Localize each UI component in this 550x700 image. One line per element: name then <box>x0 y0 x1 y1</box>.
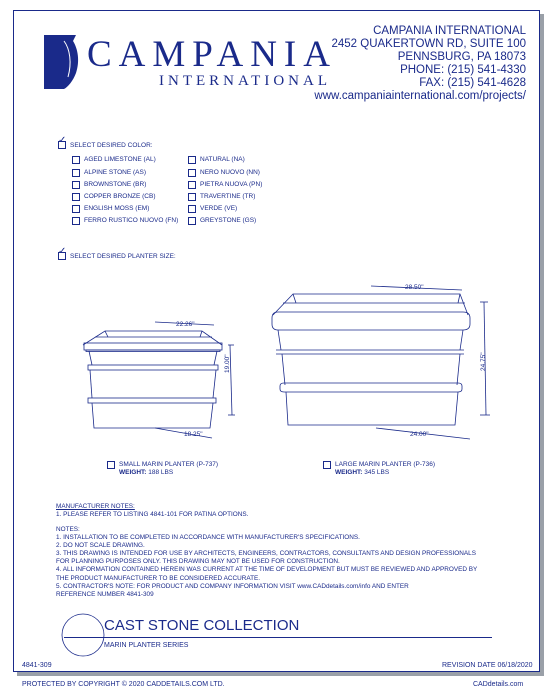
note-line: 1. INSTALLATION TO BE COMPLETED IN ACCORDANCE WITH MANUFACTURER'S SPECIFICATIONS. <box>56 534 360 542</box>
check-icon: ✓ <box>58 246 67 257</box>
note-line: 3. THIS DRAWING IS INTENDED FOR USE BY ARCHITECTS, ENGINEERS, CONTRACTORS, CONSULTANTS AND DESIGN PROFESSIONALS <box>56 550 476 558</box>
address-line: 2452 QUAKERTOWN RD, SUITE 100 <box>331 38 526 50</box>
note-line: THE PRODUCT MANUFACTURER TO BE CONSIDERED ACCURATE. <box>56 574 261 582</box>
note-line: 2. DO NOT SCALE DRAWING. <box>56 542 145 550</box>
large-width-dimension: 28.50" <box>405 284 424 291</box>
large-planter-label: LARGE MARIN PLANTER (P-736) WEIGHT: 345 LBS <box>335 461 436 476</box>
size-section-label: SELECT DESIRED PLANTER SIZE: <box>70 253 176 260</box>
small-planter-label: SMALL MARIN PLANTER (P-737) WEIGHT: 188 LBS <box>119 461 219 476</box>
logo-subtitle: INTERNATIONAL <box>159 73 331 89</box>
copyright-text: PROTECTED BY COPYRIGHT © 2020 CADDETAILS.COM LTD. <box>22 681 225 688</box>
notes-title: NOTES: <box>56 526 80 533</box>
small-width-dimension: 22.26" <box>176 321 195 328</box>
large-depth-dimension: 24.00" <box>410 431 429 438</box>
series-title: MARIN PLANTER SERIES <box>104 642 189 649</box>
manufacturer-notes <box>56 503 248 519</box>
small-height-dimension: 19.00" <box>224 354 231 373</box>
fax: FAX: (215) 541-4628 <box>419 77 526 89</box>
small-depth-dimension: 18.25" <box>184 431 203 438</box>
general-notes <box>56 526 477 599</box>
reference-number: 4841-309 <box>22 662 52 669</box>
caddetails-link[interactable]: CADdetails.com <box>473 681 524 688</box>
note-line: 4. ALL INFORMATION CONTAINED HEREIN WAS CURRENT AT THE TIME OF DEVELOPMENT BUT MUST BE REVIEWED AND APPROVED BY <box>56 566 478 574</box>
title-rule <box>64 637 492 638</box>
check-icon: ✓ <box>58 135 67 146</box>
title-circle-icon <box>60 612 106 658</box>
small-planter-checkbox[interactable] <box>107 461 115 469</box>
manufacturer-notes-title: MANUFACTURER NOTES: <box>56 503 135 510</box>
collection-title: CAST STONE COLLECTION <box>104 617 300 634</box>
logo-name: CAMPANIA <box>87 34 337 75</box>
phone: PHONE: (215) 541-4330 <box>400 64 526 76</box>
address-city: PENNSBURG, PA 18073 <box>397 51 526 63</box>
note-line: FOR PLANNING PURPOSES ONLY. THIS DRAWING MAY NOT BE USED FOR CONSTRUCTION. <box>56 558 340 566</box>
large-planter-checkbox[interactable] <box>323 461 331 469</box>
page-shadow <box>17 672 544 676</box>
revision-date: REVISION DATE 06/18/2020 <box>442 662 533 669</box>
note-line: REFERENCE NUMBER 4841-309 <box>56 590 154 598</box>
company-name: CAMPANIA INTERNATIONAL <box>373 25 526 37</box>
note-line: 1. PLEASE REFER TO LISTING 4841-101 FOR PATINA OPTIONS. <box>56 511 249 519</box>
large-height-dimension: 24.75" <box>480 352 487 371</box>
website-link[interactable]: www.campaniainternational.com/projects/ <box>314 90 526 102</box>
note-line: 5. CONTRACTOR'S NOTE: FOR PRODUCT AND COMPANY INFORMATION VISIT www.CADdetails.com/info AND ENTER <box>56 582 409 590</box>
color-section-label: SELECT DESIRED COLOR: <box>70 142 153 149</box>
